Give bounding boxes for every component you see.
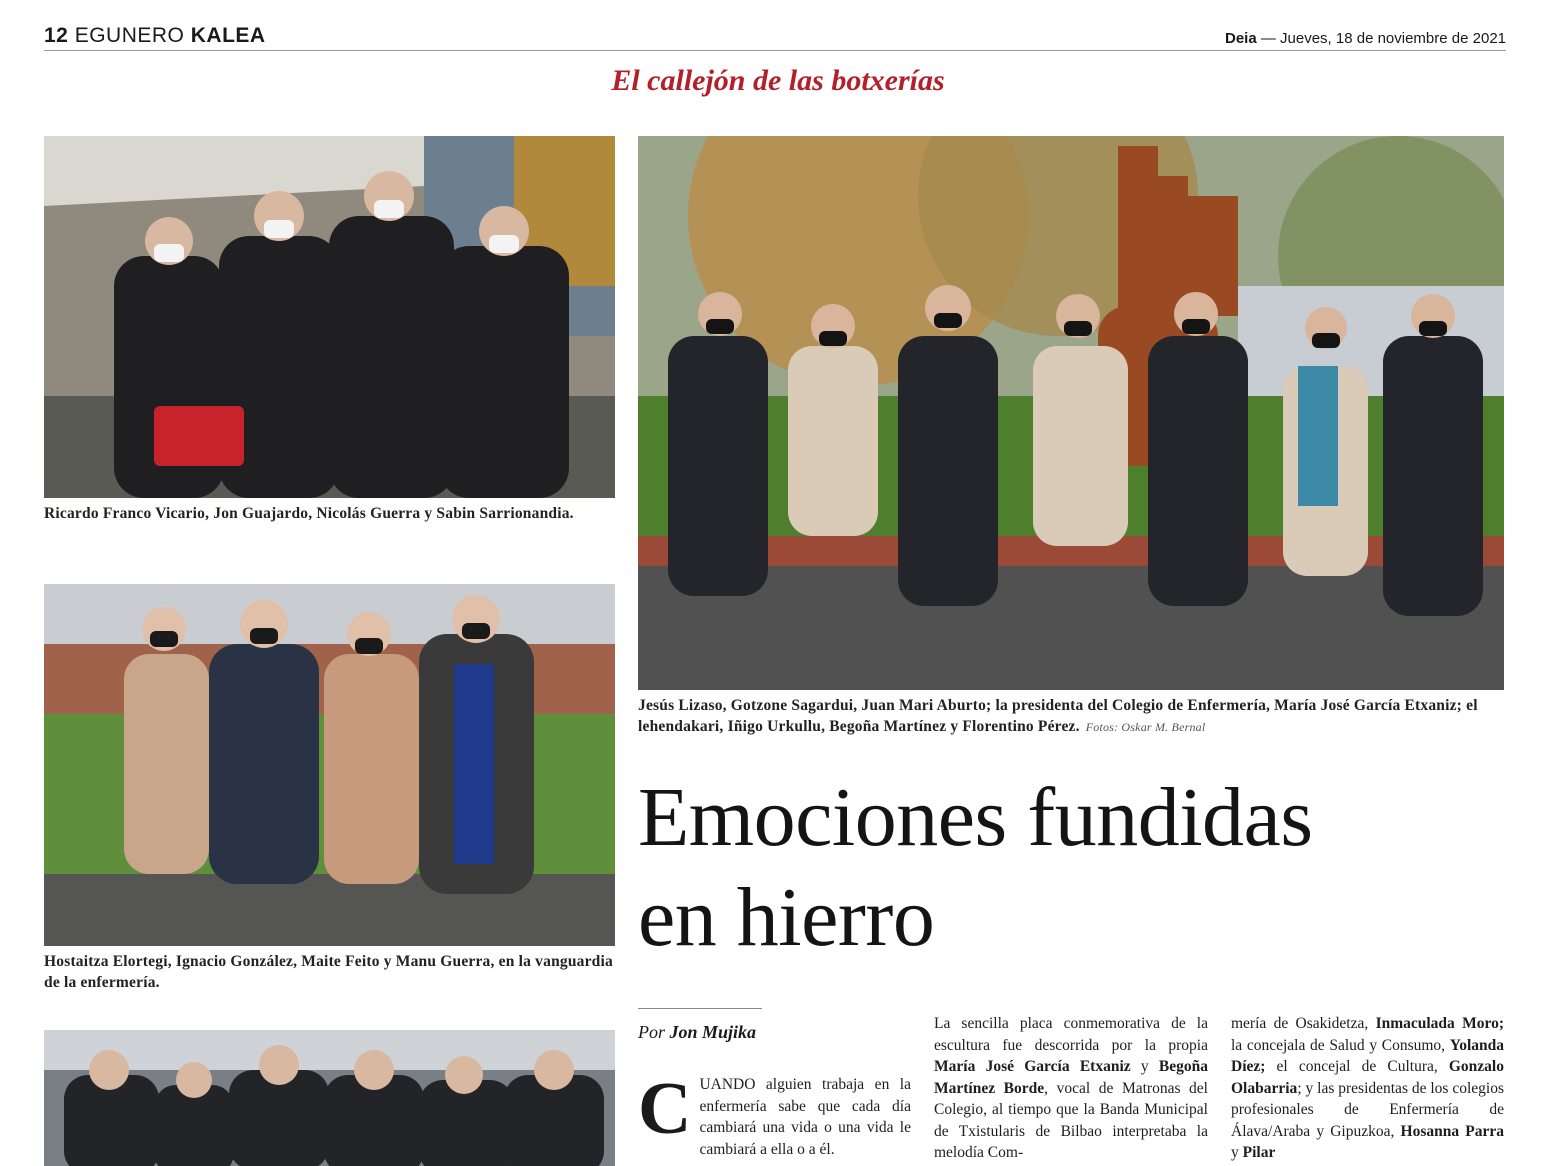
photo-credit: Fotos: Oskar M. Bernal	[1085, 720, 1206, 734]
byline-rule	[638, 1008, 762, 1009]
col3-text-5: y	[1231, 1144, 1243, 1161]
photo-group-tent	[44, 1030, 615, 1166]
subsection-name: KALEA	[190, 24, 266, 47]
section-kicker: El callejón de las botxerías	[611, 64, 945, 97]
photo-group-four-men	[44, 136, 615, 498]
headline-line-1: Emociones fundidas	[638, 771, 1313, 864]
body-column-1	[638, 1068, 911, 1160]
col3-name-2: Yolanda Díez;	[1231, 1036, 1504, 1075]
publication-name: Deia	[1224, 30, 1257, 47]
byline	[638, 1022, 756, 1043]
col3-text-1: mería de Osakidetza,	[1231, 1015, 1376, 1032]
main-photo-caption	[638, 695, 1504, 738]
section-name: EGUNERO	[74, 24, 185, 47]
col2-name-2: Begoña Martínez Borde	[934, 1058, 1208, 1097]
issue-date: — Jueves, 18 de noviembre de 2021	[1260, 30, 1506, 47]
body-column-3	[1231, 1013, 1504, 1164]
photo-group-nursing-leaders	[44, 584, 615, 946]
col2-text-1: La sencilla placa conmemorativa de la escultura fue descorrida por la propia	[934, 1015, 1208, 1054]
header-rule	[44, 50, 1506, 51]
page-header-right	[1225, 30, 1506, 47]
byline-prefix: Por	[638, 1022, 665, 1042]
col2-text-2: y	[1130, 1058, 1159, 1075]
col2-name-1: María José García Etxaniz	[934, 1058, 1131, 1075]
col3-name-5: Pilar	[1242, 1144, 1276, 1161]
col3-name-4: Hosanna Parra	[1400, 1122, 1504, 1140]
col3-text-4: ; y las presidentas de los colegios profesionales de Enfermería de Álava/Araba y Gipuzkoa,	[1231, 1079, 1504, 1140]
byline-author: Jon Mujika	[669, 1022, 757, 1042]
article-headline	[638, 768, 1538, 968]
main-caption-text: Jesús Lizaso, Gotzone Sagardui, Juan Mari Aburto; la presidenta del Colegio de Enfermería, María José García Etxaniz; el lehendakari, Iñigo Urkullu, Begoña Martínez y Florentino Pérez.	[638, 697, 1478, 735]
page-header-left	[44, 24, 266, 48]
col3-name-3: Gonzalo Olabarria	[1231, 1058, 1504, 1097]
page-number: 12	[44, 24, 69, 47]
headline-line-2: en hierro	[638, 871, 935, 964]
col3-text-3: el concejal de Cultura,	[1265, 1058, 1449, 1075]
photo1-caption: Ricardo Franco Vicario, Jon Guajardo, Nicolás Guerra y Sabin Sarrionandia.	[44, 505, 574, 522]
col3-text-2: la concejala de Salud y Consumo,	[1231, 1036, 1450, 1054]
col3-name-1: Inmaculada Moro;	[1375, 1015, 1504, 1032]
body-column-2	[934, 1013, 1208, 1164]
photo2-caption: Hostaitza Elortegi, Ignacio González, Maite Feito y Manu Guerra, en la vanguardia de la enfermería.	[44, 953, 613, 991]
drop-cap: C	[638, 1068, 692, 1150]
main-photo-sculpture-unveiling	[638, 136, 1504, 690]
col1-text: UANDO alguien trabaja en la enfermería sabe que cada día cambiará una vida o una vida le cambiará a ella o a él.	[699, 1076, 911, 1158]
col2-text-3: , vocal de Matronas del Colegio, al tiempo que la Banda Municipal de Txistularis de Bilbao interpretaba la melodía Com-	[934, 1079, 1208, 1161]
